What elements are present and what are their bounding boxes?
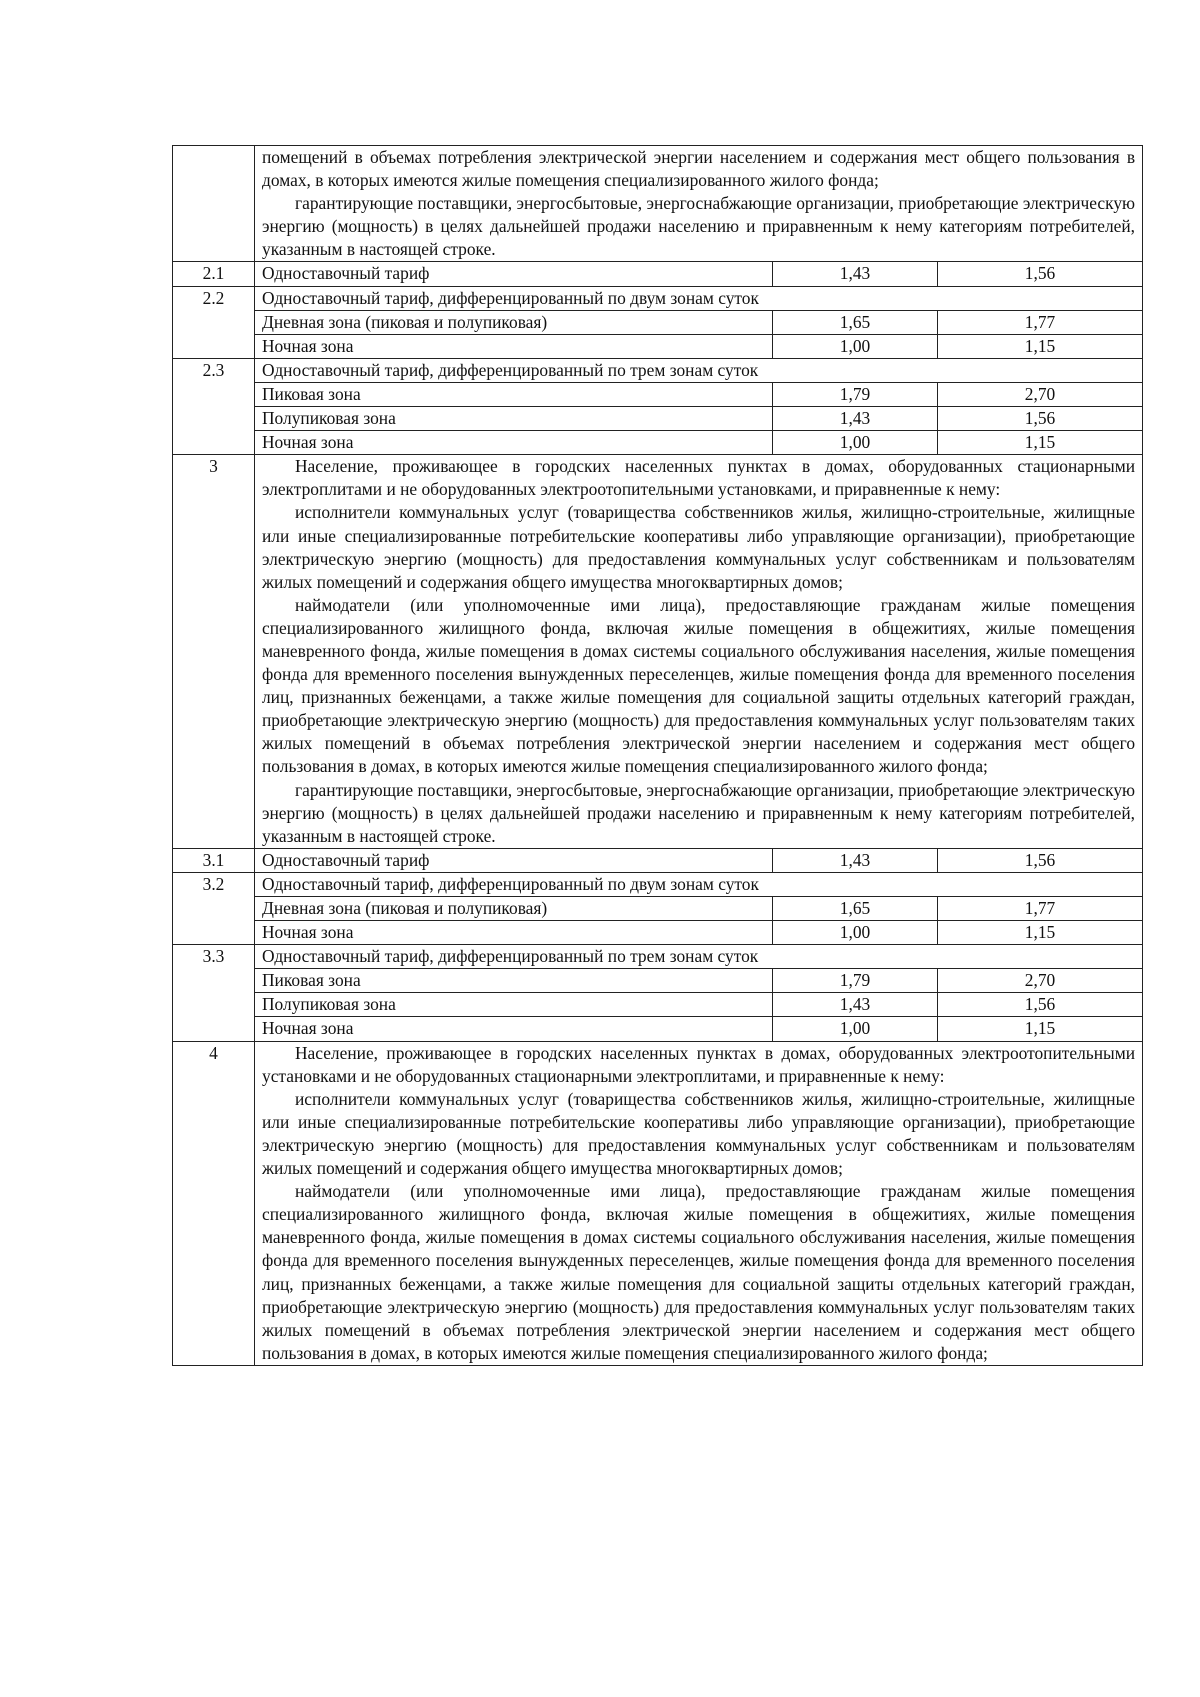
section-row	[173, 146, 1143, 262]
zone-row	[173, 993, 1143, 1017]
value-2: 1,56	[938, 848, 1143, 872]
value-1: 1,65	[773, 310, 938, 334]
zone-label: Ночная зона	[255, 921, 773, 945]
row-number: 2.3	[173, 358, 255, 454]
value-2: 1,77	[938, 310, 1143, 334]
row-number: 3	[173, 455, 255, 849]
table-row	[173, 945, 1143, 969]
paragraph: наймодатели (или уполномоченные ими лица), предоставляющие гражданам жилые помещения специализированного жилищного фонда, включая жилые помещения в общежитиях, жилые помещения маневренного фонда, жилые помещения в домах системы социального обслуживания населения, жилые помещения фонда для временного поселения вынужденных переселенцев, жилые помещения фонда для временного поселения лиц, признанных беженцами, а также жилые помещения для социальной защиты отдельных категорий граждан, приобретающие электрическую энергию (мощность) для предоставления коммунальных услуг пользователям таких жилых помещений в объемах потребления электрической энергии населением и содержания мест общего пользования в домах, в которых имеются жилые помещения специализированного жилого фонда;	[262, 1181, 1136, 1363]
value-1: 1,43	[773, 262, 938, 286]
zone-row	[173, 407, 1143, 431]
row-label: Одноставочный тариф, дифференцированный по двум зонам суток	[255, 286, 1143, 310]
value-1: 1,79	[773, 969, 938, 993]
value-1: 1,65	[773, 897, 938, 921]
zone-row	[173, 1017, 1143, 1041]
section-description	[255, 455, 1143, 849]
paragraph: Население, проживающее в городских населенных пунктах в домах, оборудованных стационарными электроплитами и не оборудованных электроотопительными установками, и приравненные к нему:	[262, 456, 1136, 500]
paragraph: Население, проживающее в городских населенных пунктах в домах, оборудованных электроотопительными установками и не оборудованных стационарными электроплитами, и приравненные к нему:	[262, 1042, 1136, 1086]
row-label: Одноставочный тариф	[255, 848, 773, 872]
row-number: 3.1	[173, 848, 255, 872]
zone-label: Ночная зона	[255, 1017, 773, 1041]
zone-label: Дневная зона (пиковая и полупиковая)	[255, 310, 773, 334]
table-row	[173, 262, 1143, 286]
row-label: Одноставочный тариф	[255, 262, 773, 286]
table-row	[173, 872, 1143, 896]
value-2: 1,15	[938, 1017, 1143, 1041]
zone-label: Пиковая зона	[255, 382, 773, 406]
value-1: 1,00	[773, 334, 938, 358]
paragraph: наймодатели (или уполномоченные ими лица), предоставляющие гражданам жилые помещения специализированного жилищного фонда, включая жилые помещения в общежитиях, жилые помещения маневренного фонда, жилые помещения в домах системы социального обслуживания населения, жилые помещения фонда для временного поселения вынужденных переселенцев, жилые помещения фонда для временного поселения лиц, признанных беженцами, а также жилые помещения для социальной защиты отдельных категорий граждан, приобретающие электрическую энергию (мощность) для предоставления коммунальных услуг пользователям таких жилых помещений в объемах потребления электрической энергии населением и содержания мест общего пользования в домах, в которых имеются жилые помещения специализированного жилого фонда;	[262, 594, 1136, 777]
paragraph: исполнители коммунальных услуг (товарищества собственников жилья, жилищно-строительные, жилищные или иные специализированные потребительские кооперативы либо управляющие организации), приобретающие электрическую энергию (мощность) для предоставления коммунальных услуг собственникам и пользователям жилых помещений и содержания общего имущества многоквартирных домов;	[262, 1088, 1136, 1179]
value-1: 1,00	[773, 431, 938, 455]
value-1: 1,79	[773, 382, 938, 406]
table-row	[173, 358, 1143, 382]
section-description	[255, 1041, 1143, 1365]
value-2: 1,15	[938, 431, 1143, 455]
row-number: 2.1	[173, 262, 255, 286]
zone-row	[173, 310, 1143, 334]
zone-label: Дневная зона (пиковая и полупиковая)	[255, 897, 773, 921]
value-2: 1,15	[938, 921, 1143, 945]
section-row	[173, 455, 1143, 849]
paragraph: исполнители коммунальных услуг (товарищества собственников жилья, жилищно-строительные, жилищные или иные специализированные потребительские кооперативы либо управляющие организации), приобретающие электрическую энергию (мощность) для предоставления коммунальных услуг собственникам и пользователям жилых помещений и содержания общего имущества многоквартирных домов;	[262, 502, 1136, 592]
value-2: 2,70	[938, 382, 1143, 406]
value-1: 1,43	[773, 993, 938, 1017]
value-2: 1,77	[938, 897, 1143, 921]
paragraph: помещений в объемах потребления электрической энергии населением и содержания мест общего пользования в домах, в которых имеются жилые помещения специализированного жилого фонда;	[262, 147, 1136, 191]
section-description	[255, 146, 1143, 262]
zone-row	[173, 431, 1143, 455]
row-label: Одноставочный тариф, дифференцированный по трем зонам суток	[255, 945, 1143, 969]
tariff-table	[172, 145, 1143, 1366]
section-row	[173, 1041, 1143, 1365]
zone-row	[173, 334, 1143, 358]
zone-label: Ночная зона	[255, 334, 773, 358]
zone-row	[173, 921, 1143, 945]
row-number: 3.2	[173, 872, 255, 944]
value-1: 1,00	[773, 1017, 938, 1041]
row-number: 3.3	[173, 945, 255, 1041]
zone-label: Полупиковая зона	[255, 407, 773, 431]
value-2: 1,15	[938, 334, 1143, 358]
value-1: 1,00	[773, 921, 938, 945]
value-1: 1,43	[773, 848, 938, 872]
paragraph: гарантирующие поставщики, энергосбытовые, энергоснабжающие организации, приобретающие электрическую энергию (мощность) в целях дальнейшей продажи населению и приравненным к нему категориям потребителей, указанным в настоящей строке.	[262, 779, 1136, 846]
zone-row	[173, 382, 1143, 406]
zone-row	[173, 897, 1143, 921]
row-label: Одноставочный тариф, дифференцированный по трем зонам суток	[255, 358, 1143, 382]
value-2: 1,56	[938, 993, 1143, 1017]
row-number	[173, 146, 255, 262]
value-1: 1,43	[773, 407, 938, 431]
row-number: 4	[173, 1041, 255, 1365]
document-page	[172, 145, 1142, 1366]
value-2: 1,56	[938, 407, 1143, 431]
table-row	[173, 848, 1143, 872]
row-label: Одноставочный тариф, дифференцированный по двум зонам суток	[255, 872, 1143, 896]
zone-row	[173, 969, 1143, 993]
zone-label: Полупиковая зона	[255, 993, 773, 1017]
value-2: 1,56	[938, 262, 1143, 286]
value-2: 2,70	[938, 969, 1143, 993]
table-row	[173, 286, 1143, 310]
paragraph: гарантирующие поставщики, энергосбытовые, энергоснабжающие организации, приобретающие электрическую энергию (мощность) в целях дальнейшей продажи населению и приравненным к нему категориям потребителей, указанным в настоящей строке.	[262, 193, 1136, 260]
zone-label: Пиковая зона	[255, 969, 773, 993]
zone-label: Ночная зона	[255, 431, 773, 455]
row-number: 2.2	[173, 286, 255, 358]
